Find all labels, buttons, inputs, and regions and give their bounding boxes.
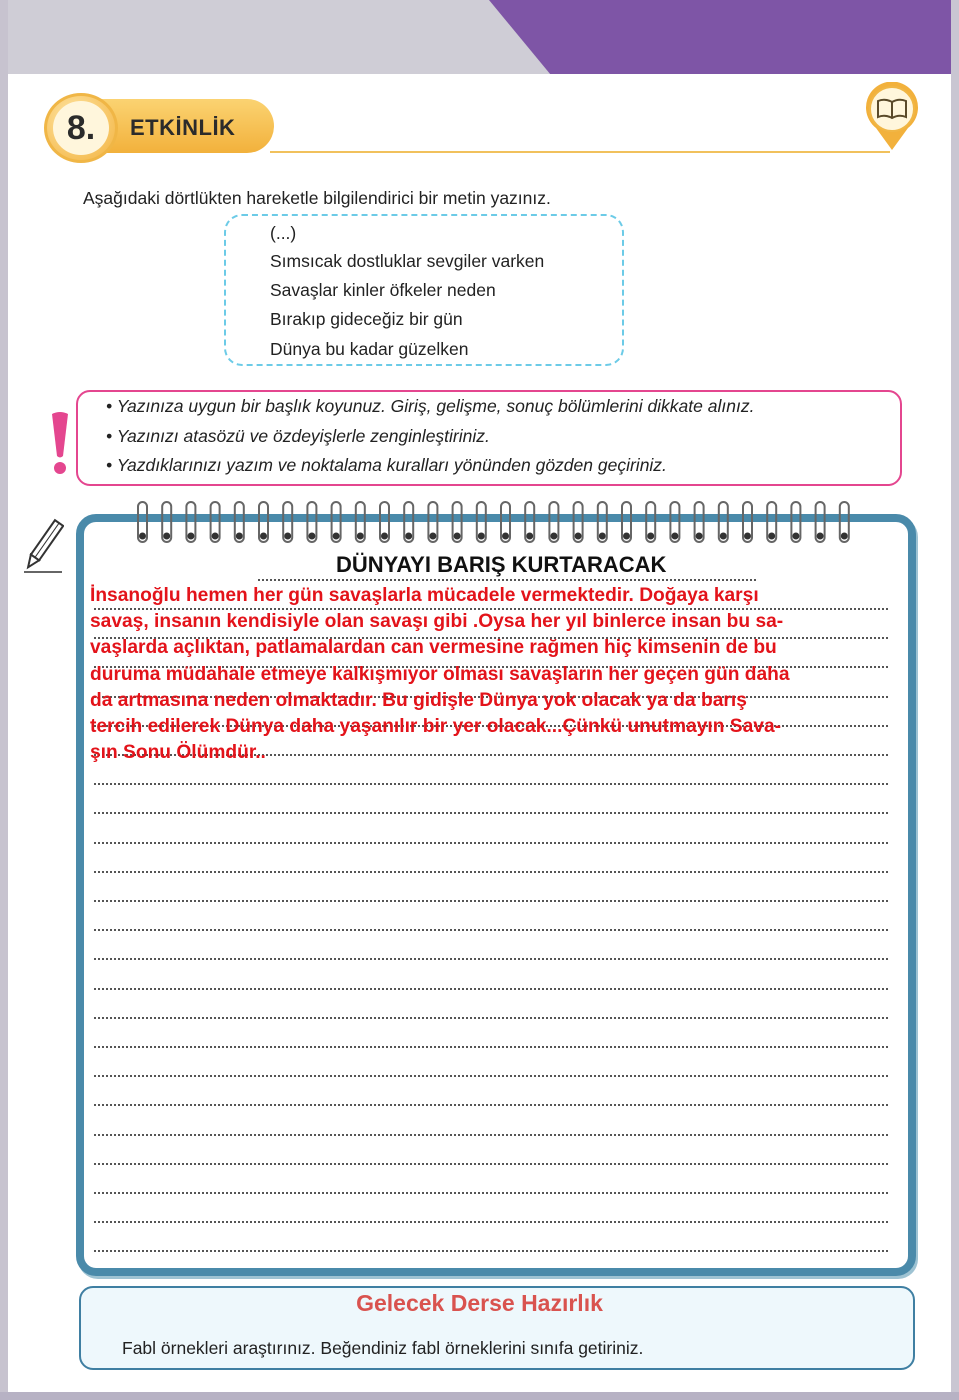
poem-line: Dünya bu kadar güzelken bbox=[270, 339, 469, 359]
poem-line: (...) bbox=[270, 223, 297, 243]
spiral-ring bbox=[598, 502, 607, 542]
pencil-icon bbox=[22, 516, 64, 576]
dotted-writing-line bbox=[94, 1104, 888, 1106]
poem-line: Sımsıcak dostluklar sevgiler varken bbox=[270, 251, 545, 271]
spiral-ring bbox=[646, 502, 655, 542]
spiral-ring bbox=[816, 502, 825, 542]
tip-item: • Yazdıklarınızı yazım ve noktalama kuralları yönünden gözden geçiriniz. bbox=[106, 455, 667, 475]
book-icon bbox=[862, 82, 922, 152]
activity-number-circle bbox=[44, 93, 118, 163]
spiral-ring bbox=[525, 502, 534, 542]
spiral-ring bbox=[549, 502, 558, 542]
spiral-ring bbox=[259, 502, 268, 542]
tip-item: • Yazınıza uygun bir başlık koyunuz. Giriş, gelişme, sonuç bölümlerini dikkate alınız. bbox=[106, 396, 755, 416]
spiral-ring bbox=[767, 502, 776, 542]
dotted-writing-line bbox=[94, 1075, 888, 1077]
essay-title: DÜNYAYI BARIŞ KURTARACAK bbox=[336, 552, 667, 577]
dotted-writing-line bbox=[94, 900, 888, 902]
spiral-ring bbox=[283, 502, 292, 542]
spiral-ring bbox=[428, 502, 437, 542]
spiral-ring bbox=[332, 502, 341, 542]
spiral-ring bbox=[501, 502, 510, 542]
spiral-ring bbox=[695, 502, 704, 542]
dotted-writing-line bbox=[94, 812, 888, 814]
spiral-ring bbox=[791, 502, 800, 542]
spiral-ring bbox=[162, 502, 171, 542]
dotted-writing-line bbox=[94, 929, 888, 931]
next-lesson-title: Gelecek Derse Hazırlık bbox=[356, 1290, 603, 1316]
dotted-writing-line bbox=[94, 871, 888, 873]
dotted-writing-line bbox=[94, 1134, 888, 1136]
dotted-writing-line bbox=[94, 842, 888, 844]
spiral-ring bbox=[404, 502, 413, 542]
spiral-ring bbox=[477, 502, 486, 542]
spiral-ring bbox=[138, 502, 147, 542]
spiral-ring bbox=[186, 502, 195, 542]
dotted-writing-line bbox=[94, 1250, 888, 1252]
spiral-ring bbox=[235, 502, 244, 542]
next-lesson-text: Fabl örnekleri araştırınız. Beğendiniz fabl örneklerini sınıfa getiriniz. bbox=[122, 1338, 644, 1358]
title-dotted-line bbox=[258, 579, 756, 581]
tip-text: Yazınızı atasözü ve özdeyişlerle zenginleştiriniz. bbox=[116, 426, 490, 446]
dotted-writing-line bbox=[94, 783, 888, 785]
page-edge-right bbox=[951, 0, 959, 1400]
spiral-ring bbox=[356, 502, 365, 542]
header-rule bbox=[270, 151, 890, 153]
spiral-ring bbox=[211, 502, 220, 542]
dotted-writing-line bbox=[94, 1046, 888, 1048]
instruction-text: Aşağıdaki dörtlükten hareketle bilgilendirici bir metin yazınız. bbox=[83, 188, 551, 208]
essay-body: İnsanoğlu hemen her gün savaşlarla mücadele vermektedir. Doğaya karşı savaş, insanın kendisiyle olan savaşı gibi .Oysa her yıl binlerce insan bu sa- vaşlarda açlıktan, patlamalardan can vermesine rağmen hiç kimsenin de bu duruma müdahale etmeye kalkışmıyor olması savaşların her geçen gün daha da artmasına neden olmaktadır. Bu gidişle Dünya yok olacak ya da barış tercih edilerek Dünya daha yaşanılır bir yer olacak...Çünkü unutmayın Sava- şın Sonu Ölümdür.. bbox=[90, 585, 790, 764]
dotted-writing-line bbox=[94, 1221, 888, 1223]
tip-text: Yazdıklarınızı yazım ve noktalama kuralları yönünden gözden geçiriniz. bbox=[116, 455, 667, 475]
tip-text: Yazınıza uygun bir başlık koyunuz. Giriş, gelişme, sonuç bölümlerini dikkate alınız. bbox=[116, 396, 755, 416]
spiral-ring bbox=[307, 502, 316, 542]
spiral-ring bbox=[670, 502, 679, 542]
page-edge-left bbox=[0, 0, 8, 1400]
spiral-ring bbox=[622, 502, 631, 542]
spiral-ring bbox=[453, 502, 462, 542]
spiral-ring bbox=[719, 502, 728, 542]
activity-badge bbox=[44, 96, 276, 158]
poem-line: Bırakıp gideceğiz bir gün bbox=[270, 309, 463, 329]
tip-item: • Yazınızı atasözü ve özdeyişlerle zenginleştiriniz. bbox=[106, 426, 490, 446]
spiral-ring bbox=[380, 502, 389, 542]
exclamation-icon bbox=[48, 410, 72, 476]
page-bottom-band bbox=[0, 1392, 959, 1400]
spiral-ring bbox=[574, 502, 583, 542]
poem-line: Savaşlar kinler öfkeler neden bbox=[270, 280, 496, 300]
spiral-ring bbox=[840, 502, 849, 542]
spiral-ring bbox=[743, 502, 752, 542]
dotted-writing-line bbox=[94, 958, 888, 960]
spiral-rings-icon bbox=[132, 498, 852, 548]
dotted-writing-line bbox=[94, 1017, 888, 1019]
dotted-writing-line bbox=[94, 1163, 888, 1165]
activity-label: ETKİNLİK bbox=[130, 115, 236, 140]
dotted-writing-line bbox=[94, 1192, 888, 1194]
dotted-writing-line bbox=[94, 988, 888, 990]
purple-corner-decoration bbox=[489, 0, 959, 74]
activity-number: 8. bbox=[53, 101, 109, 155]
